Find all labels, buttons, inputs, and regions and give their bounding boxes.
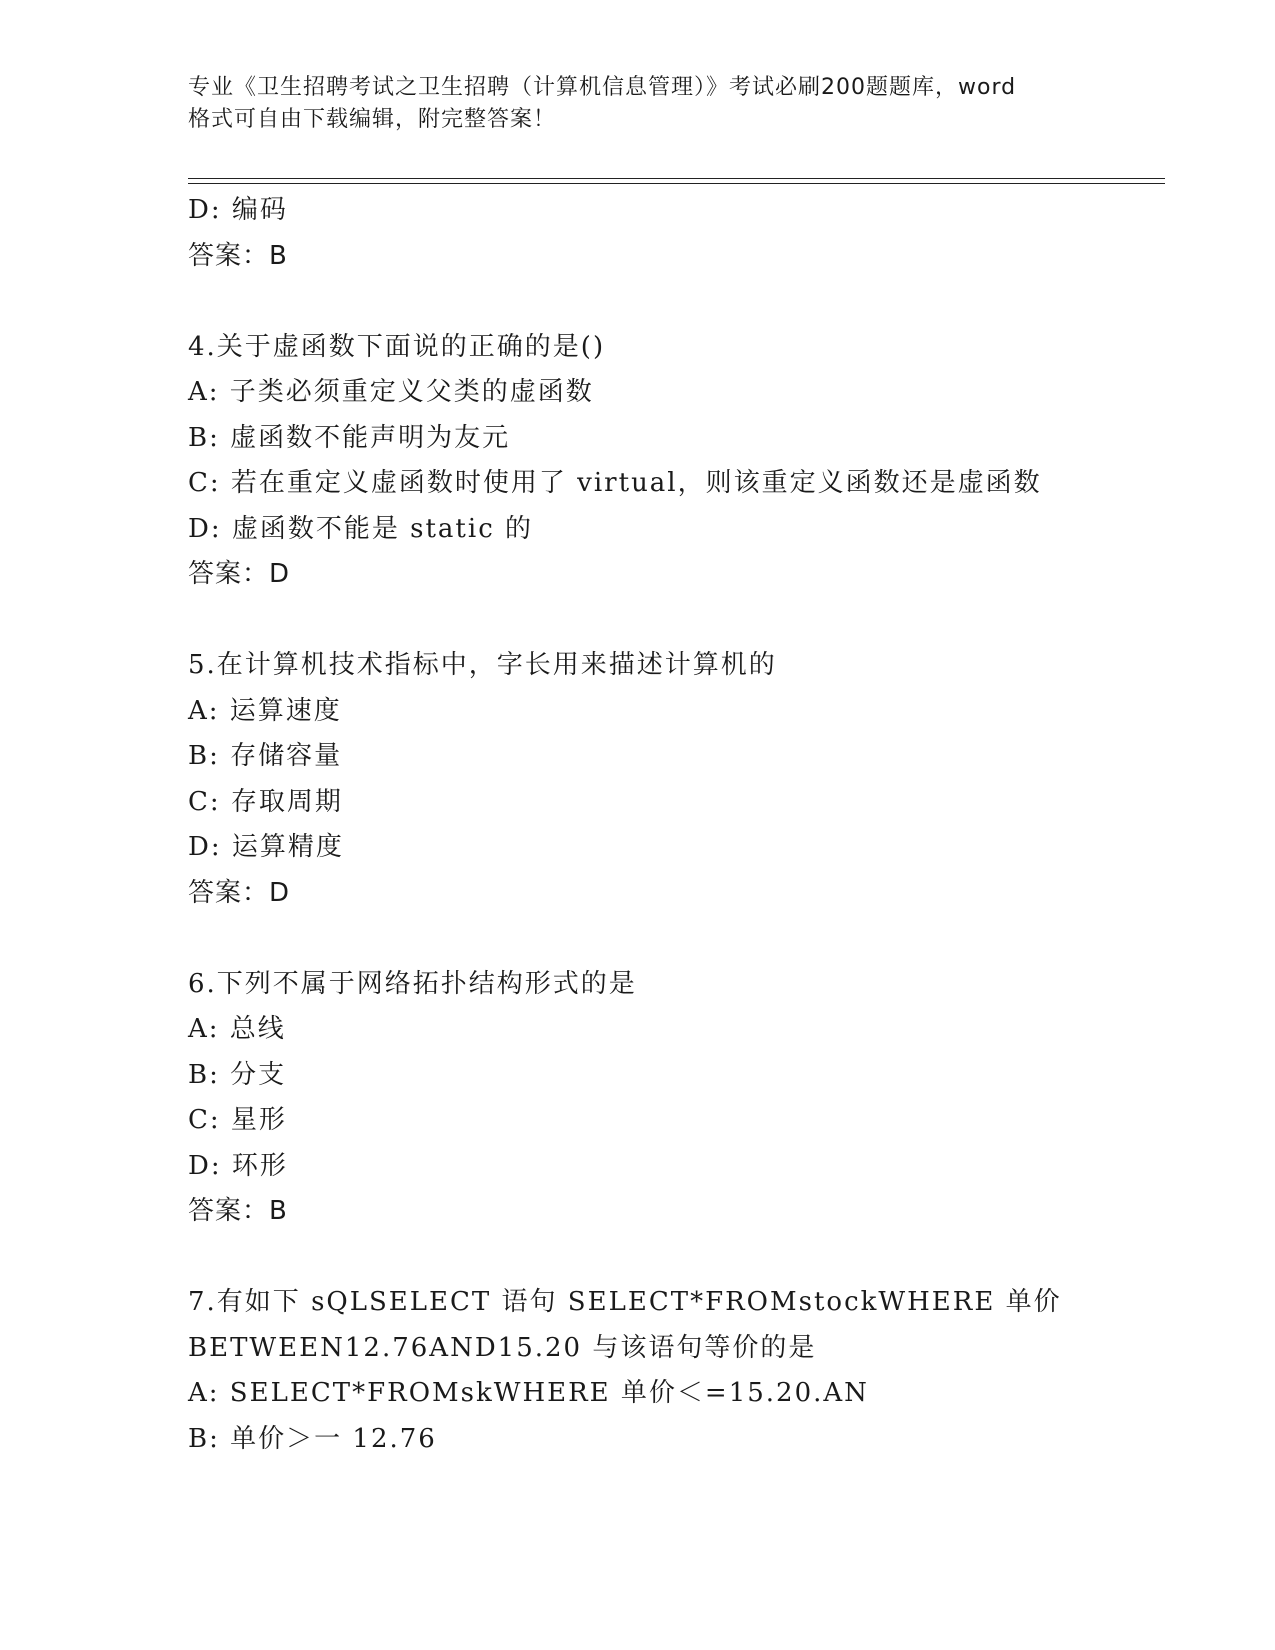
option-b: B: 单价＞一 12.76 [188,1423,437,1454]
option-c: C: 存取周期 [188,786,343,817]
question-block-6 [188,962,1168,1235]
question-block-4 [188,325,1168,598]
question-list [188,188,1168,1462]
header-divider-top [188,178,1165,179]
option-a: A: 运算速度 [188,695,342,726]
question-text: 4.关于虚函数下面说的正确的是() [188,331,606,362]
option-a: A: 总线 [188,1014,286,1044]
answer-label: 答案：D [188,559,291,589]
document-header [188,72,1088,136]
option-d: D: 编码 [188,195,288,225]
header-divider-bottom [188,183,1165,184]
option-b: B: 虚函数不能声明为友元 [188,422,511,453]
option-d: D: 虚函数不能是 static 的 [188,513,534,544]
header-title-line-2: 格式可自由下载编辑，附完整答案！ [188,107,557,132]
answer-label: 答案：B [188,240,288,271]
question-text: 6.下列不属于网络拓扑结构形式的是 [188,968,637,999]
header-title-line-1: 专业《卫生招聘考试之卫生招聘（计算机信息管理）》考试必刷200题题库，word [188,75,1017,100]
question-text-line-2: BETWEEN12.76AND15.20 与该语句等价的是 [188,1332,817,1363]
option-b: B: 分支 [188,1059,287,1090]
answer-label: 答案：D [188,877,291,908]
spacer [188,598,1168,644]
question-block-5 [188,643,1168,916]
question-text-line-1: 7.有如下 sQLSELECT 语句 SELECT*FROMstockWHERE 单价 [188,1287,1062,1317]
option-b: B: 存储容量 [188,741,343,771]
option-d: D: 环形 [188,1150,288,1181]
option-d: D: 运算精度 [188,832,344,862]
question-block-3-tail [188,188,1168,279]
answer-label: 答案：B [188,1196,288,1226]
spacer [188,916,1168,962]
option-c: C: 若在重定义虚函数时使用了 virtual，则该重定义函数还是虚函数 [188,468,1042,498]
option-c: C: 星形 [188,1105,287,1135]
question-block-7 [188,1280,1168,1462]
option-a: A: 子类必须重定义父类的虚函数 [188,377,594,407]
question-text: 5.在计算机技术指标中，字长用来描述计算机的 [188,650,777,680]
spacer [188,1235,1168,1281]
option-a: A: SELECT*FROMskWHERE 单价＜=15.20.AN [188,1378,869,1408]
spacer [188,279,1168,325]
